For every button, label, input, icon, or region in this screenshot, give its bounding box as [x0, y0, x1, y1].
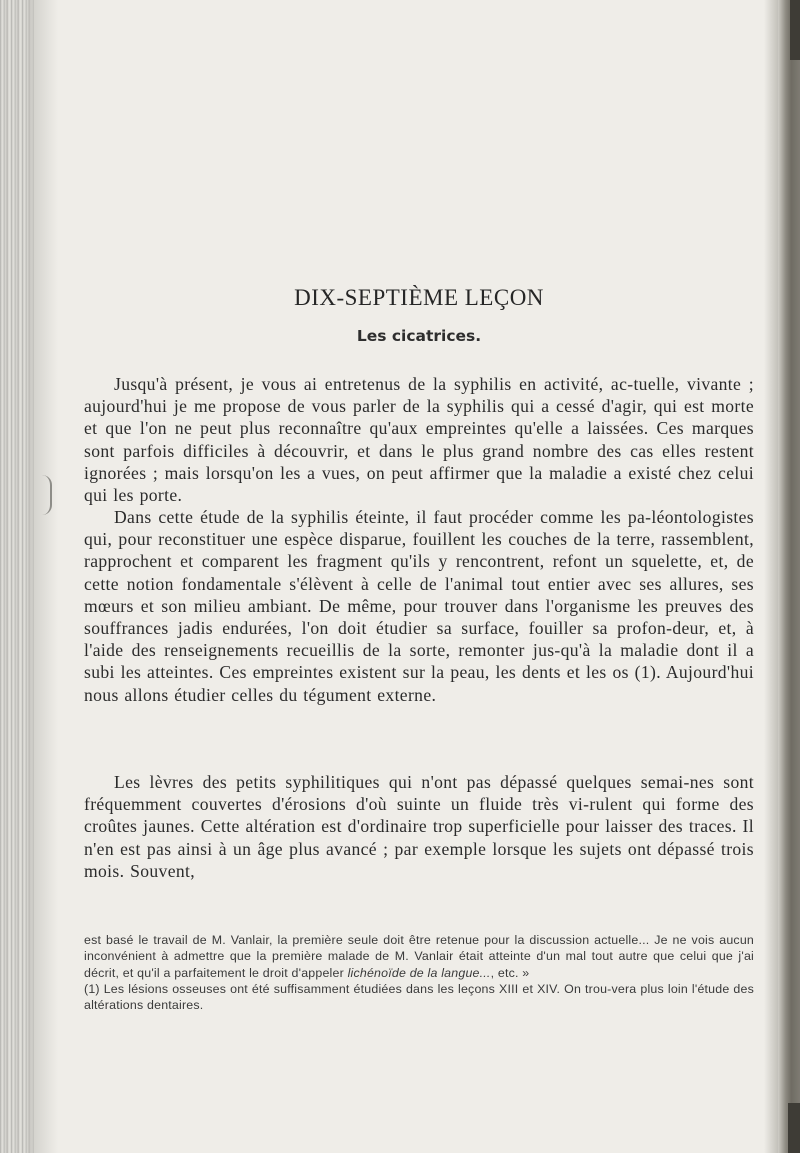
footnote-quote-text: est basé le travail de M. Vanlair, la première seule doit être retenue pour la discussion actuelle... Je ne vois aucun inconvénient à admettre que la première malade de M. Vanlair était atteinte d'un mal tout autre que celui que j'ai décrit, et qu'il a parfaitement le droit d'appeler — [84, 933, 754, 980]
right-top-corner — [790, 0, 800, 60]
footnote-quote-end: , etc. » — [490, 965, 530, 980]
footnote-1: (1) Les lésions osseuses ont été suffisamment étudiées dans les leçons XIII et XIV. On trou-vera plus loin l'étude des altérations dentaires. — [84, 981, 754, 1013]
footnote-continued-quote — [84, 932, 754, 981]
right-bottom-corner — [788, 1103, 800, 1153]
chapter-subtitle: Les cicatrices. — [356, 327, 482, 345]
right-edge-shadow — [764, 0, 778, 1153]
gutter-shadow — [30, 0, 58, 1153]
paragraph-1: Jusqu'à présent, je vous ai entretenus de la syphilis en activité, ac-tuelle, vivante ; aujourd'hui je me propose de vous parler de la syphilis qui a cessé d'agir, qui est morte et que l'on ne peut plus reconnaître qu'aux empreintes qu'elle a laissées. Ces marques sont parfois difficiles à découvrir, et dans le plus grand nombre des cas elles restent ignorées ; mais lorsqu'on les a vues, on peut affirmer que la maladie a existé chez celui qui les porte. — [84, 374, 754, 506]
footnotes — [84, 932, 754, 1013]
chapter-title: DIX-SEPTIÈME LEÇON — [294, 285, 544, 310]
margin-mark — [42, 475, 52, 515]
paragraph-2: Dans cette étude de la syphilis éteinte, il faut procéder comme les pa-léontologistes qui, pour reconstituer une espèce disparue, fouillent les couches de la terre, rassemblent, rapprochent et comparent les fragment qu'ils y rencontrent, refont un squelette, et, de cette notion fondamentale s'élèvent à celle de l'animal tout entier avec ses allures, ses mœurs et son milieu ambiant. De même, pour trouver dans l'organisme les preuves des souffrances jadis endurées, l'on doit étudier sa surface, fouiller sa profon-deur, et, à l'aide des renseignements recueillis de la sorte, remonter jus-qu'à la maladie dont il a subi les atteintes. Ces empreintes existent sur la peau, les dents et les os (1). Aujourd'hui nous allons étudier celles du tégument externe. — [84, 507, 754, 705]
binding-gutter — [0, 0, 34, 1153]
paragraph-3: Les lèvres des petits syphilitiques qui n'ont pas dépassé quelques semai-nes sont fréquemment couvertes d'érosions d'où suinte un fluide très vi-rulent qui forme des croûtes jaunes. Cette altération est d'ordinaire trop superficielle pour laisser des traces. Il n'en est pas ainsi à un âge plus avancé ; par exemple lorsque les sujets ont dépassé trois mois. Souvent, — [84, 772, 754, 881]
footnote-quote-italic: lichénoïde de la langue... — [347, 965, 491, 980]
right-page-edge — [778, 0, 800, 1153]
